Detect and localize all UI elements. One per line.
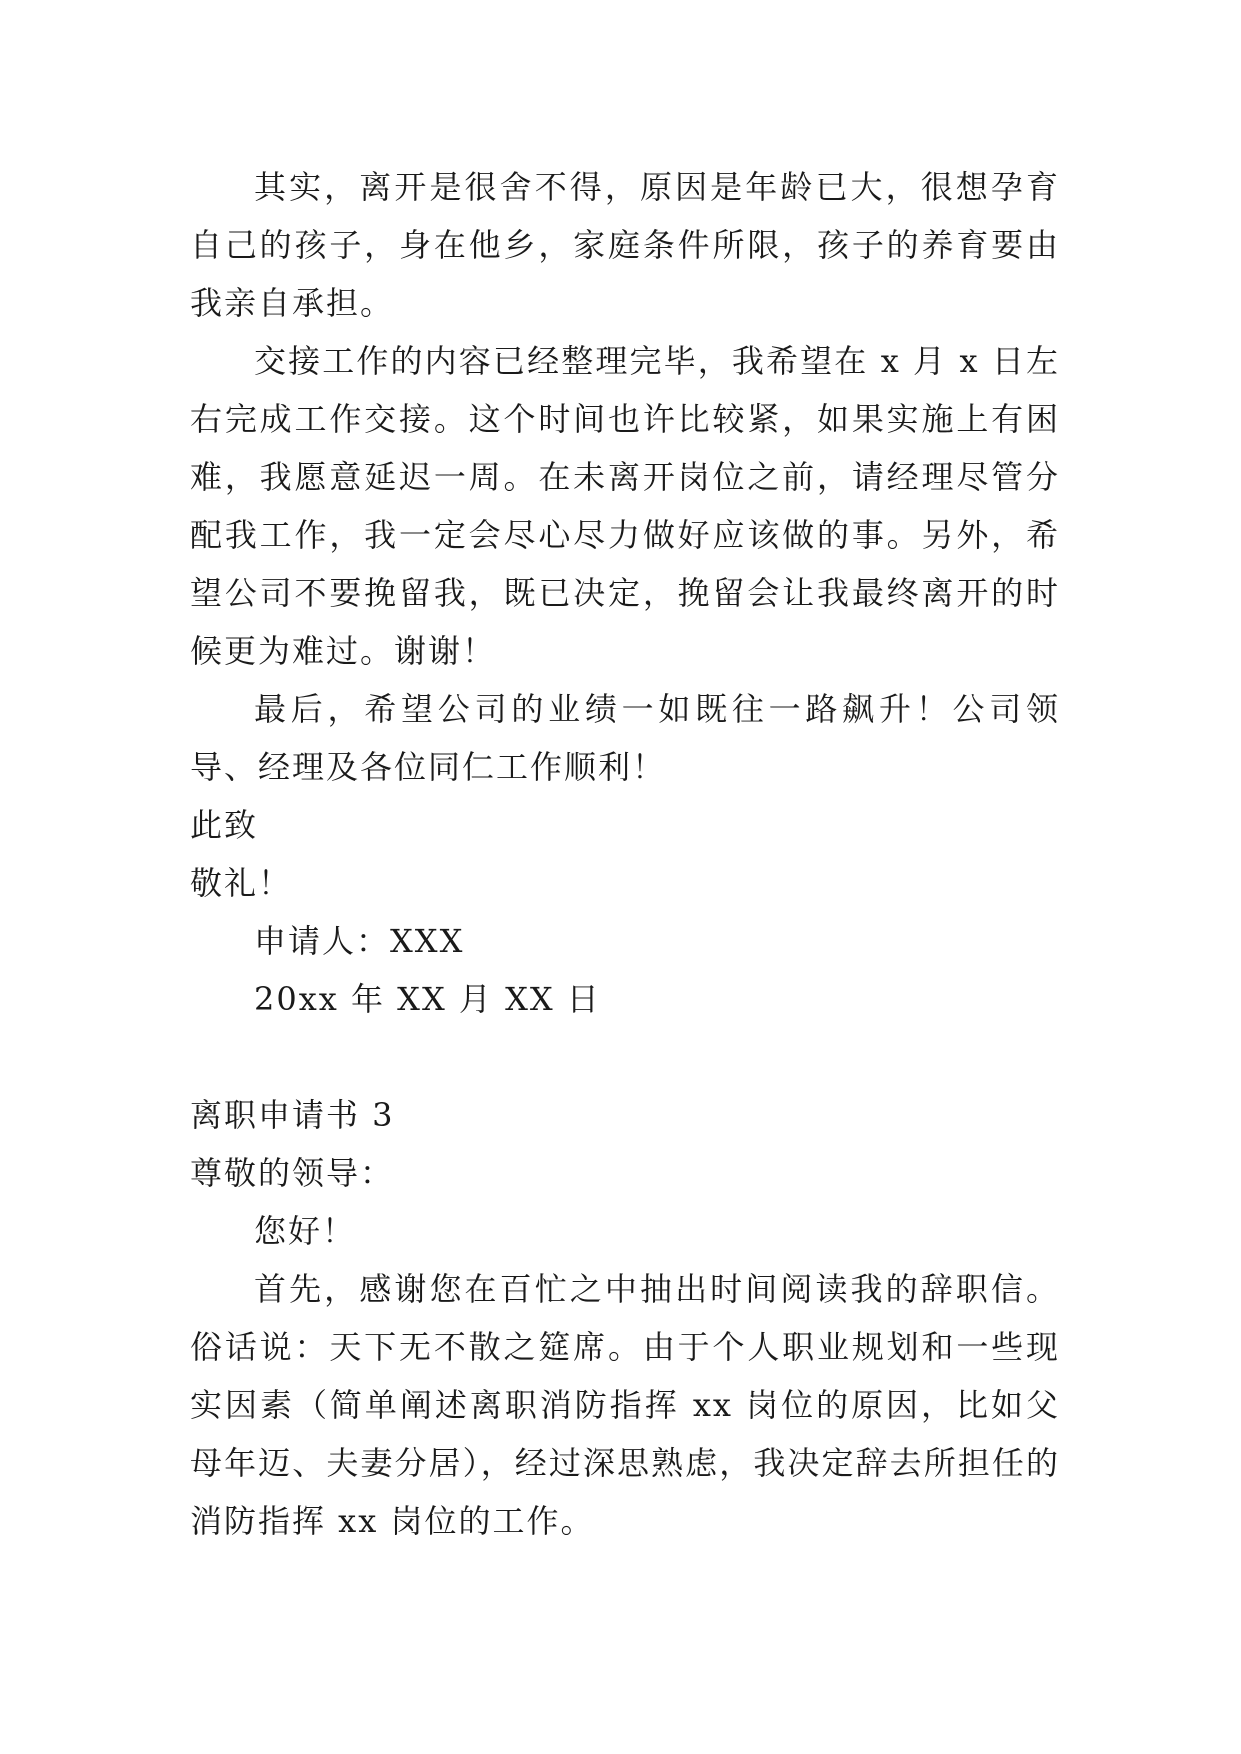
closing-line-1: 此致 [190, 806, 259, 844]
section-title: 离职申请书 3 [190, 1096, 395, 1134]
paragraph-intro: 首先，感谢您在百忙之中抽出时间阅读我的辞职信。俗话说：天下无不散之筵席。由于个人职业规划和一些现实因素（简单阐述离职消防指挥 xx 岗位的原因，比如父母年迈、夫妻分居），经过深思熟虑，我决定辞去所担任的消防指挥 xx 岗位的工作。 [190, 1270, 1060, 1540]
greeting: 您好！ [254, 1212, 357, 1250]
closing-line-2: 敬礼！ [190, 864, 293, 902]
letter-date: 20xx 年 XX 月 XX 日 [254, 980, 601, 1018]
section-gap [190, 1028, 1060, 1086]
paragraph-handover: 交接工作的内容已经整理完毕，我希望在 x 月 x 日左右完成工作交接。这个时间也许比较紧，如果实施上有困难，我愿意延迟一周。在未离开岗位之前，请经理尽管分配我工作，我一定会尽心尽力做好应该做的事。另外，希望公司不要挽留我，既已决定，挽留会让我最终离开的时候更为难过。谢谢！ [190, 342, 1060, 670]
paragraph-wishes: 最后，希望公司的业绩一如既往一路飙升！公司领导、经理及各位同仁工作顺利！ [190, 690, 1060, 786]
applicant-signature: 申请人：XXX [254, 922, 465, 960]
document-body [190, 158, 1060, 1550]
salutation: 尊敬的领导： [190, 1154, 395, 1192]
paragraph-reason: 其实，离开是很舍不得，原因是年龄已大，很想孕育自己的孩子，身在他乡，家庭条件所限，孩子的养育要由我亲自承担。 [190, 168, 1060, 322]
